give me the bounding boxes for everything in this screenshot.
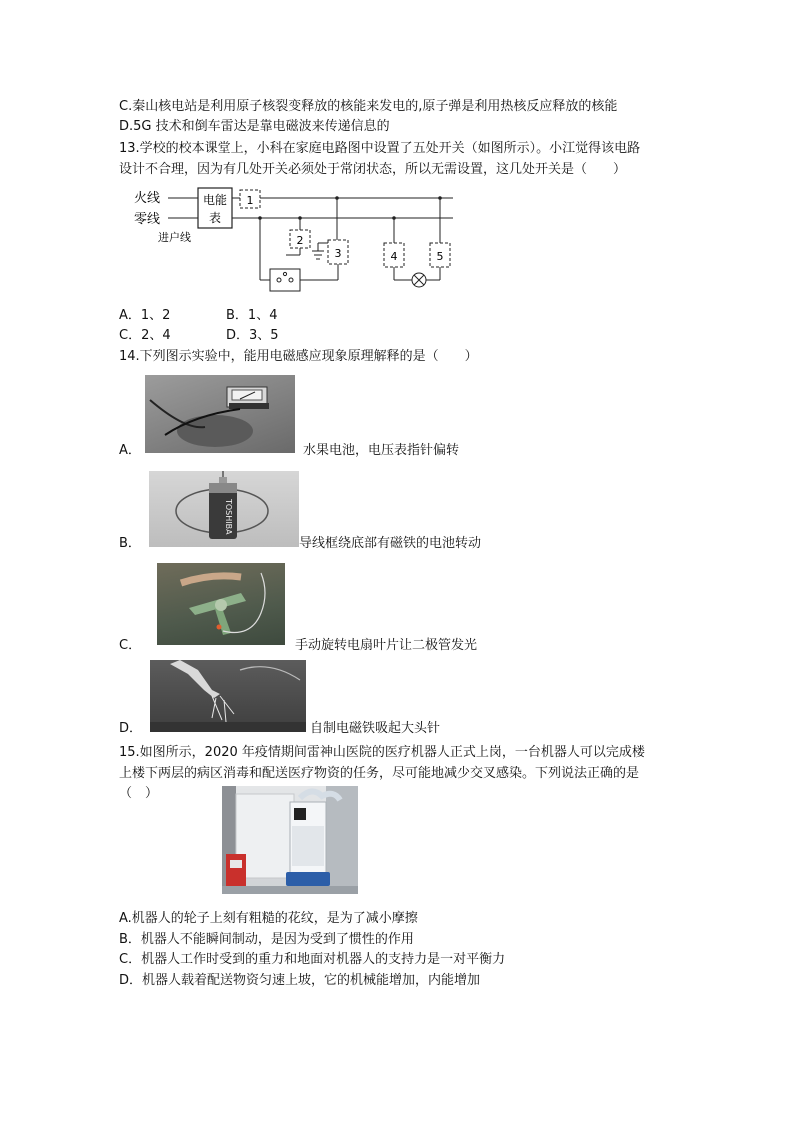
incoming-line-label: 进户线 xyxy=(158,231,191,244)
q14-option-b-label: B． xyxy=(119,536,141,551)
svg-text:3: 3 xyxy=(334,247,342,260)
q13-option-a: A．1、2 xyxy=(119,308,171,323)
q14-option-c-label: C． xyxy=(119,638,142,653)
svg-text:5: 5 xyxy=(436,250,444,263)
q14-stem: 14.下列图示实验中，能用电磁感应现象原理解释的是（ ） xyxy=(119,349,478,364)
svg-text:2: 2 xyxy=(296,234,304,247)
q14-option-a-text: 水果电池，电压表指针偏转 xyxy=(303,443,460,458)
battery-brand-label: TOSHIBA xyxy=(224,499,233,535)
household-circuit-diagram xyxy=(128,185,460,295)
q15-stem-line1: 15.如图所示，2020 年疫情期间雷神山医院的医疗机器人正式上岗，一台机器人可以完成楼 xyxy=(119,745,645,760)
q15-stem-line3: （ ） xyxy=(119,786,159,801)
fan-led-photo xyxy=(151,553,291,649)
q14-option-d-label: D． xyxy=(119,721,143,736)
q12-option-c: C.秦山核电站是利用原子核裂变释放的核能来发电的,原子弹是利用热核反应释放的核能 xyxy=(119,99,618,114)
meter-label-top: 电能 xyxy=(202,193,228,207)
meter-label-bottom: 表 xyxy=(208,211,222,225)
q15-option-c: C．机器人工作时受到的重力和地面对机器人的支持力是一对平衡力 xyxy=(119,952,506,967)
electromagnet-photo xyxy=(150,660,306,732)
q13-option-b: B．1、4 xyxy=(226,308,278,323)
q15-option-a: A.机器人的轮子上刻有粗糙的花纹，是为了减小摩擦 xyxy=(119,911,418,926)
q14-option-c-text: 手动旋转电扇叶片让二极管发光 xyxy=(295,638,478,653)
q13-stem-line2: 设计不合理，因为有几处开关必须处于常闭状态，所以无需设置，这几处开关是（ ） xyxy=(119,162,627,177)
q15-option-d: D．机器人载着配送物资匀速上坡，它的机械能增加，内能增加 xyxy=(119,973,481,988)
neutral-wire-label: 零线 xyxy=(134,212,161,227)
q13-option-c: C．2、4 xyxy=(119,328,171,343)
q15-option-b: B．机器人不能瞬间制动，是因为受到了惯性的作用 xyxy=(119,932,414,947)
q12-option-d: D.5G 技术和倒车雷达是靠电磁波来传递信息的 xyxy=(119,119,390,134)
medical-robot-photo xyxy=(222,786,358,894)
q14-option-d-text: 自制电磁铁吸起大头针 xyxy=(310,721,441,736)
q14-option-b-text: 导线框绕底部有磁铁的电池转动 xyxy=(299,536,482,551)
battery-motor-photo xyxy=(149,471,299,547)
svg-text:4: 4 xyxy=(390,250,398,263)
q14-option-a-label: A． xyxy=(119,443,141,458)
live-wire-label: 火线 xyxy=(134,191,161,206)
fruit-battery-photo xyxy=(145,375,295,453)
q13-stem-line1: 13.学校的校本课堂上，小科在家庭电路图中设置了五处开关（如图所示）。小江觉得该电路 xyxy=(119,141,641,156)
svg-text:1: 1 xyxy=(246,194,254,207)
q15-stem-line2: 上楼下两层的病区消毒和配送医疗物资的任务，尽可能地减少交叉感染。下列说法正确的是 xyxy=(119,766,640,781)
q13-option-d: D．3、5 xyxy=(226,328,279,343)
